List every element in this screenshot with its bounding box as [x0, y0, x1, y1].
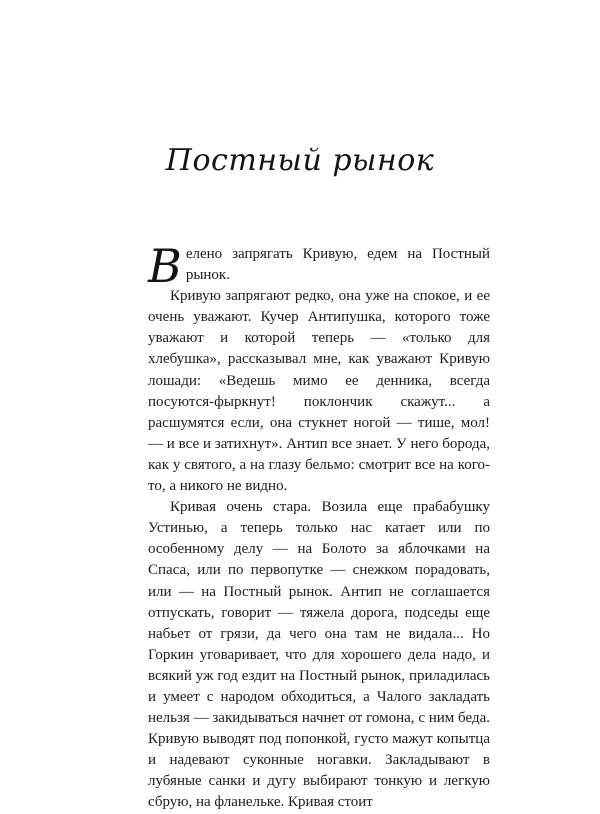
paragraph-2: Кривую запрягают редко, она уже на спокое, и ее очень уважают. Кучер Антипушка, которого тоже уважают и которой теперь — «только для хлебушка», рассказывал мне, как уважают Кривую лошади: «Ведешь мимо ее денника, всегда посуются-фыркнут! поклончик скажут... а расшумятся если, она стукнет ногой — тише, мол! — и все и затихнут». Антип все знает. У него борода, как у святого, а на глазу бельмо: смотрит все на кого-то, а никого не видно. — [148, 288, 490, 495]
paragraph-1 — [148, 239, 490, 293]
paragraph-3: Кривая очень стара. Возила еще прабабушку Устинью, а теперь только нас катает или по особенному делу — на Болото за яблочками на Спаса, или по первопутке — снежком порадовать, или — на Постный рынок. Антип не соглашается отпускать, говорит — тяжела дорога, подседы еще набьет от грязи, да чего она там не видала... Но Горкин уговаривает, что для хорошего дела надо, и всякий уж год ездит на Постный рынок, приладилась и умеет с народом обходиться, а Чалого закладать нельзя — закидываться начнет от гомона, с ним беда. Кривую выводят под попонкой, густо мажут копытца и надевают суконные ногавки. Закладывают в лубяные санки и дугу выбирают тонкую и легкую сбрую, на фланельке. Кривая стоит — [148, 499, 490, 811]
body-text — [148, 239, 490, 814]
paragraph-1-text: елено запрягать Кривую, едем на Постный рынок. — [185, 246, 490, 284]
chapter-title: Постный рынок — [165, 143, 435, 178]
drop-cap: В — [148, 239, 182, 293]
